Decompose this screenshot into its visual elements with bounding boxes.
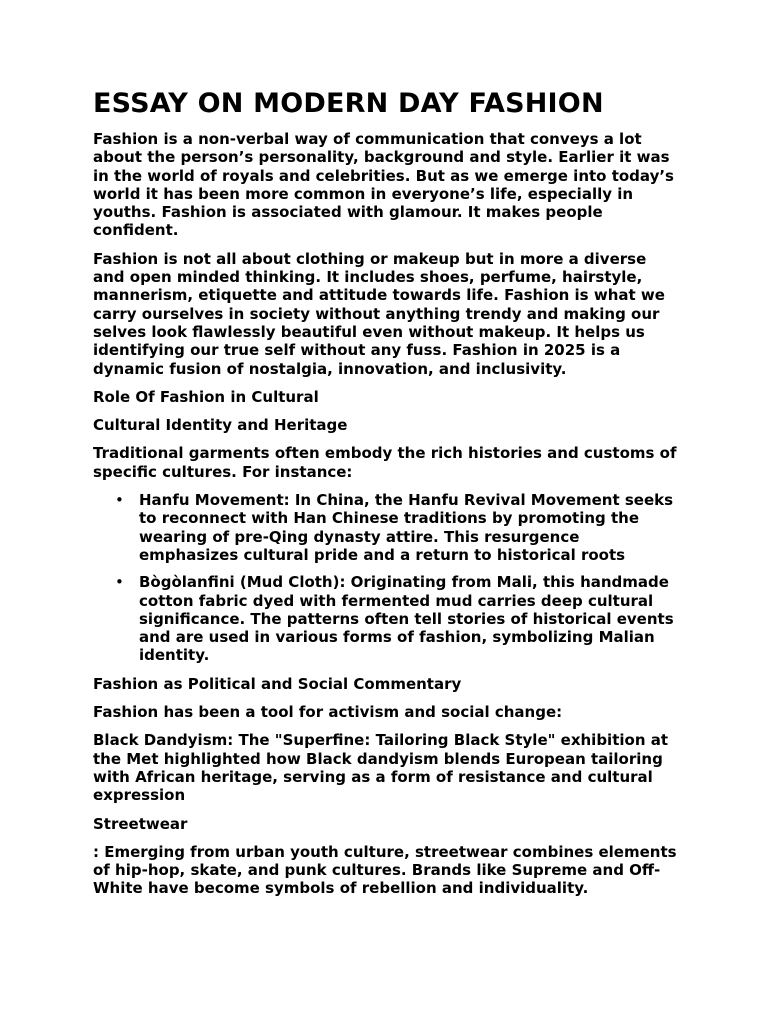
section-heading-identity: Cultural Identity and Heritage xyxy=(93,416,348,435)
section-heading-role: Role Of Fashion in Cultural xyxy=(93,387,319,406)
document-page xyxy=(93,86,683,908)
traditional-paragraph: Traditional garments often embody the rich histories and customs of specific cultures. For instance: xyxy=(93,444,677,481)
bullet-icon: • xyxy=(115,491,124,510)
list-item xyxy=(115,491,683,564)
activism-paragraph: Fashion has been a tool for activism and social change: xyxy=(93,703,563,722)
list-item-text: Hanfu Movement: In China, the Hanfu Revival Movement seeks to reconnect with Han Chinese traditions by promoting the wearing of pre-Qing dynasty attire. This resurgence emphasizes cultural pride and a return to historical roots xyxy=(139,491,674,564)
intro-paragraph-2: Fashion is not all about clothing or makeup but in more a diverse and open minded thinking. It includes shoes, perfume, hairstyle, mannerism, etiquette and attitude towards life. Fashion is what we carry ourselves in society without anything trendy and making our selves look flawlessly beautiful even without makeup. It helps us identifying our true self without any fuss. Fashion in 2025 is a dynamic fusion of nostalgia, innovation, and inclusivity. xyxy=(93,249,665,378)
section-heading-streetwear: Streetwear xyxy=(93,814,188,833)
dandyism-paragraph: Black Dandyism: The "Superfine: Tailoring Black Style" exhibition at the Met highlighted how Black dandyism blends European tailoring with African heritage, serving as a form of resistance and cultural expression xyxy=(93,731,669,805)
list-item xyxy=(115,573,683,665)
section-heading-political: Fashion as Political and Social Commentary xyxy=(93,674,462,693)
document-title: ESSAY ON MODERN DAY FASHION xyxy=(93,88,604,119)
intro-paragraph-1: Fashion is a non-verbal way of communication that conveys a lot about the person’s personality, background and style. Earlier it was in the world of royals and celebrities. But as we emerge into today’s world it has been more common in everyone’s life, especially in youths. Fashion is associated with glamour. It makes people confident. xyxy=(93,130,674,240)
list-item-text: Bògòlanfini (Mud Cloth): Originating from Mali, this handmade cotton fabric dyed with fermented mud carries deep cultural significance. The patterns often tell stories of historical events and are used in various forms of fashion, symbolizing Malian identity. xyxy=(139,573,674,665)
streetwear-paragraph: : Emerging from urban youth culture, streetwear combines elements of hip-hop, skate, and punk cultures. Brands like Supreme and Off-White have become symbols of rebellion and individuality. xyxy=(93,842,677,898)
bullet-icon: • xyxy=(115,573,124,592)
examples-list xyxy=(93,491,683,665)
